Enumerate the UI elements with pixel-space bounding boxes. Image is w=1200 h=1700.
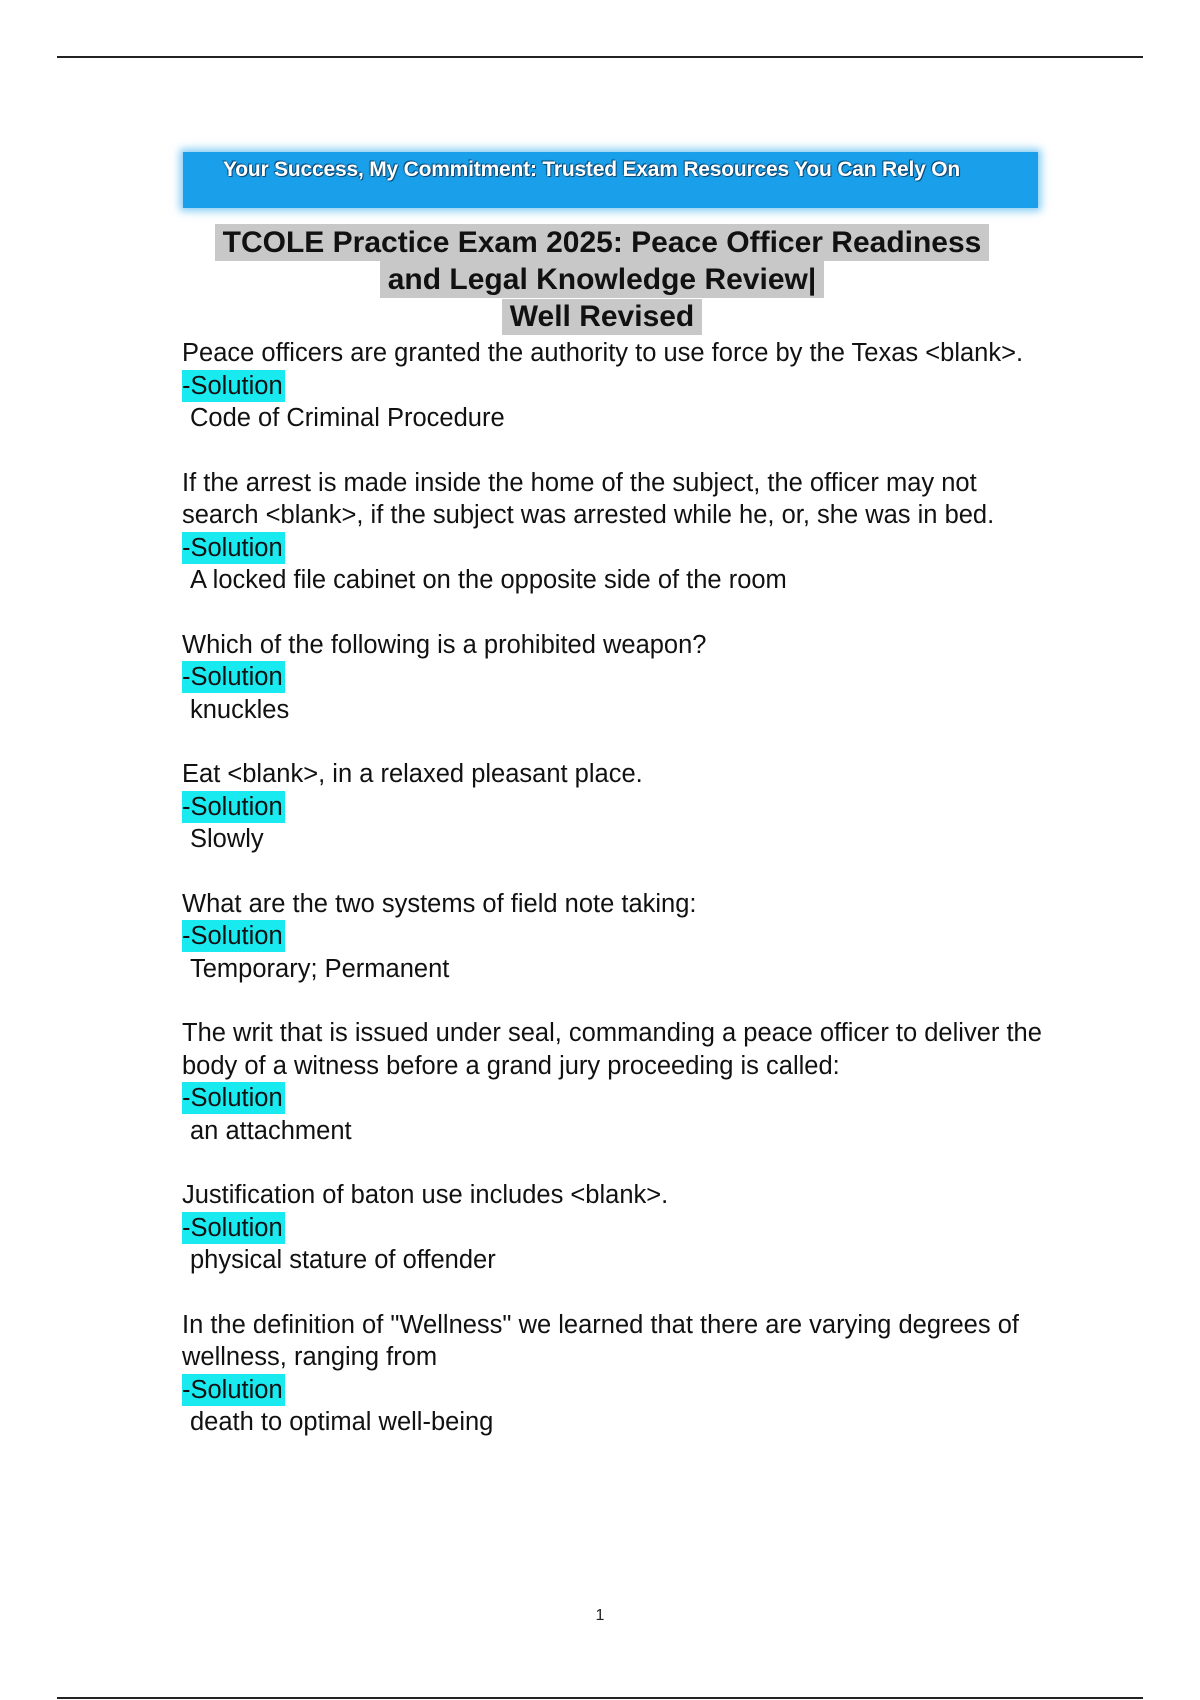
promo-banner	[183, 152, 1038, 208]
solution-label: -Solution	[182, 1084, 283, 1112]
question-text: Eat <blank>, in a relaxed pleasant place.	[182, 760, 643, 788]
question-text: In the definition of "Wellness" we learned that there are varying degrees of wellness, ranging from	[182, 1310, 1019, 1371]
document-title	[182, 224, 1022, 335]
answer-text: Code of Criminal Procedure	[190, 404, 505, 432]
qa-item	[182, 467, 1042, 597]
solution-label: -Solution	[182, 1213, 283, 1242]
solution-label: -Solution	[182, 371, 283, 400]
solution-label: -Solution	[182, 1375, 283, 1404]
answer-text: A locked file cabinet on the opposite side of the room	[190, 566, 787, 594]
answer-text: Slowly	[190, 825, 264, 853]
qa-item	[182, 758, 1042, 856]
question-text: What are the two systems of field note taking:	[182, 889, 697, 918]
page-number: 1	[595, 1607, 605, 1624]
title-line-1: TCOLE Practice Exam 2025: Peace Officer Readiness	[215, 224, 990, 261]
top-rule	[57, 56, 1143, 58]
answer-text: death to optimal well-being	[190, 1408, 494, 1436]
qa-item	[182, 888, 1042, 986]
title-line-3: Well Revised	[502, 299, 703, 335]
answer-text: physical stature of offender	[190, 1246, 496, 1274]
question-text: The writ that is issued under seal, commanding a peace officer to deliver the body of a witness before a grand jury proceeding is called:	[182, 1019, 1042, 1080]
solution-label: -Solution	[182, 792, 283, 821]
solution-label: -Solution	[182, 533, 283, 562]
banner-text: Your Success, My Commitment: Trusted Exam Resources You Can Rely On	[223, 158, 960, 181]
answer-text: knuckles	[190, 695, 290, 724]
solution-label: -Solution	[182, 663, 283, 691]
question-text: Peace officers are granted the authority to use force by the Texas <blank>.	[182, 339, 1024, 367]
title-line-2: and Legal Knowledge Review|	[380, 261, 824, 298]
qa-list	[182, 337, 1042, 1471]
question-text: Which of the following is a prohibited weapon?	[182, 630, 707, 659]
answer-text: Temporary; Permanent	[190, 954, 450, 983]
qa-item	[182, 1179, 1042, 1277]
question-text: If the arrest is made inside the home of the subject, the officer may not search <blank>, if the subject was arrested while he, or, she was in bed.	[182, 468, 995, 529]
solution-label: -Solution	[182, 922, 283, 950]
qa-item	[182, 629, 1042, 727]
qa-item	[182, 1309, 1042, 1439]
qa-item	[182, 1017, 1042, 1147]
qa-item	[182, 337, 1042, 435]
question-text: Justification of baton use includes <blank>.	[182, 1181, 669, 1209]
answer-text: an attachment	[190, 1116, 352, 1145]
bottom-rule	[57, 1697, 1143, 1699]
